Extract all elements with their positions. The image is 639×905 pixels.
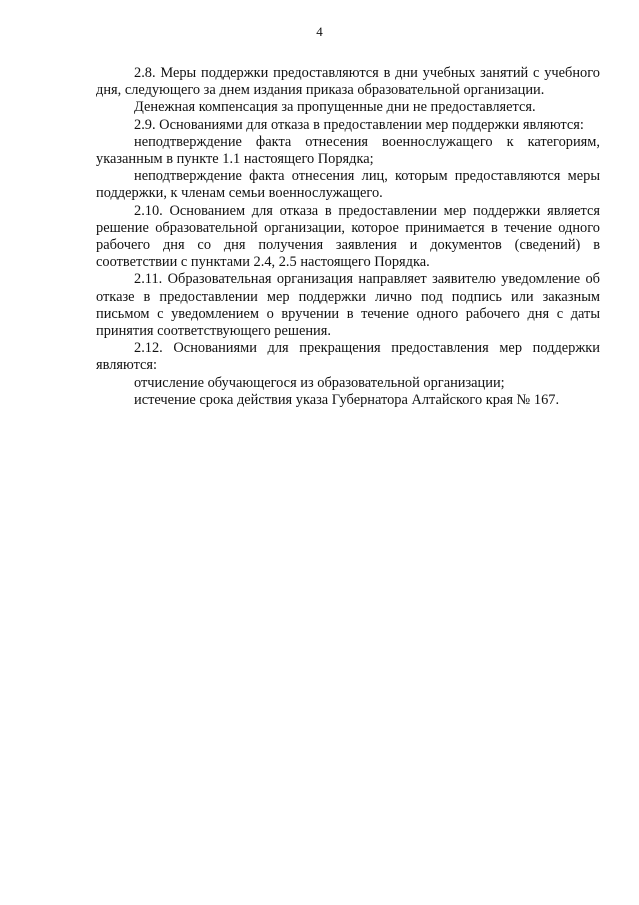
paragraph-2-9-item-1: неподтверждение факта отнесения военнослужащего к категориям, указанным в пункте 1.1 настоящего Порядка;	[96, 133, 600, 168]
paragraph-2-12: 2.12. Основаниями для прекращения предоставления мер поддержки являются:	[96, 340, 600, 374]
document-body	[96, 65, 600, 409]
paragraph-compensation-note: Денежная компенсация за пропущенные дни не предоставляется.	[134, 99, 536, 116]
paragraph-2-9-item-2: неподтверждение факта отнесения лиц, которым предоставляются меры поддержки, к членам семьи военнослужащего.	[96, 168, 600, 202]
paragraph-2-12-item-2: истечение срока действия указа Губернатора Алтайского края № 167.	[134, 391, 560, 408]
paragraph-2-12-item-1: отчисление обучающегося из образовательной организации;	[134, 374, 505, 391]
paragraph-2-8: 2.8. Меры поддержки предоставляются в дни учебных занятий с учебного дня, следующего за днем издания приказа образовательной организации.	[96, 65, 600, 99]
paragraph-2-11: 2.11. Образовательная организация направляет заявителю уведомление об отказе в предоставлении мер поддержки лично под подпись или заказным письмом с уведомлением о вручении в течение одного рабочего дня с даты принятия соответствующего решения.	[96, 271, 600, 340]
paragraph-2-9: 2.9. Основаниями для отказа в предоставлении мер поддержки являются:	[134, 116, 584, 133]
paragraph-2-10: 2.10. Основанием для отказа в предоставлении мер поддержки является решение образовательной организации, которое принимается в течение одного рабочего дня со дня получения заявления и документов (сведений) в соответствии с пунктами 2.4, 2.5 настоящего Порядка.	[96, 202, 600, 271]
page-number: 4	[316, 24, 323, 39]
